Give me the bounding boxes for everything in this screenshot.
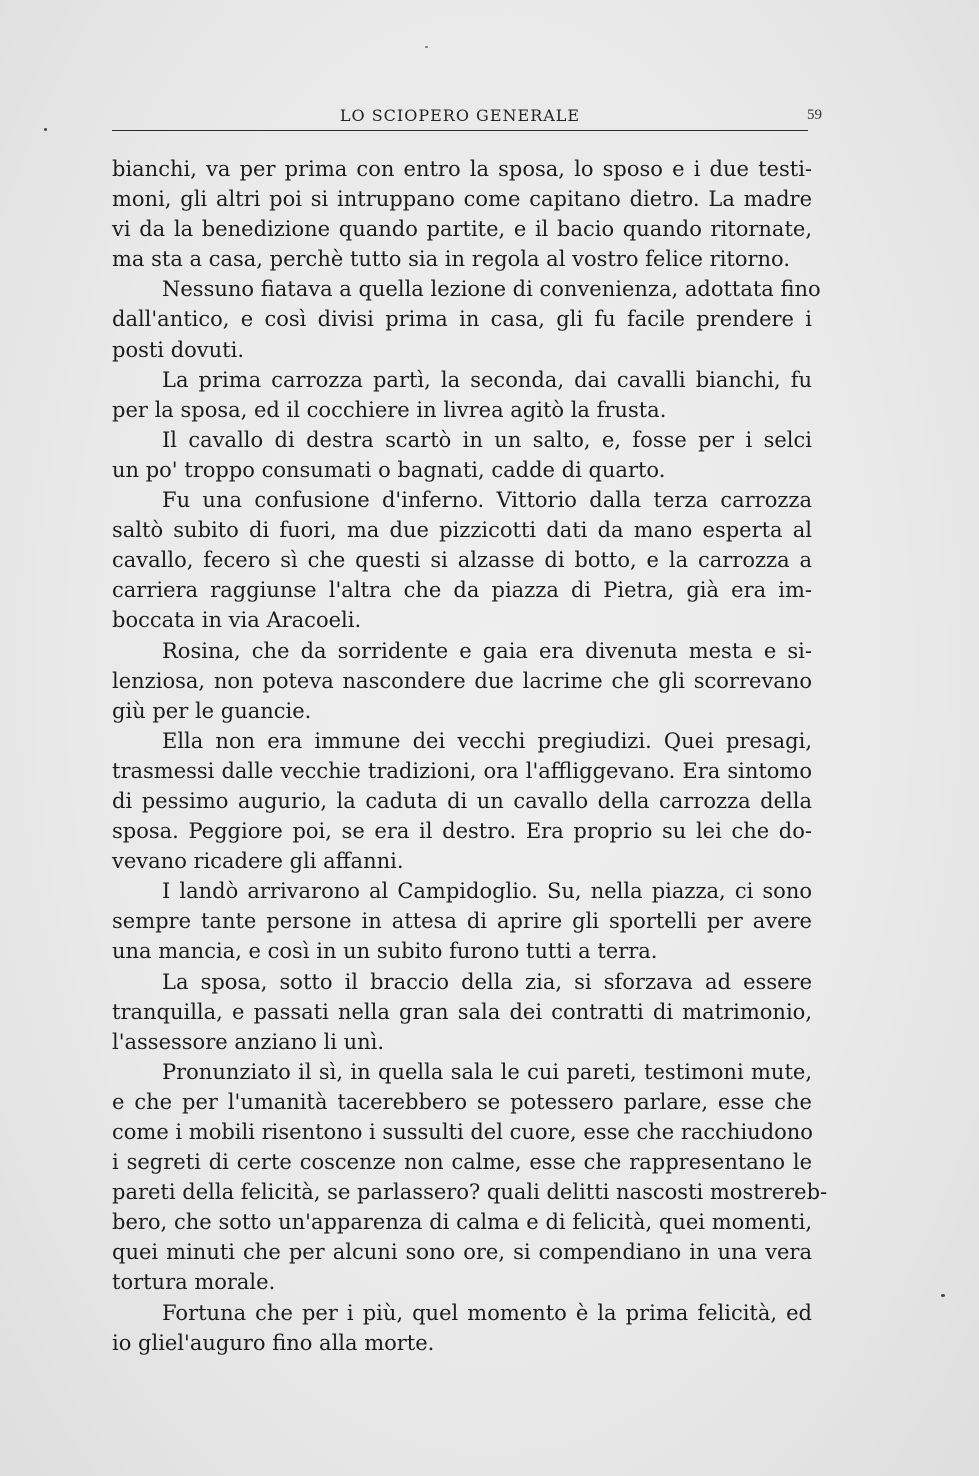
- text-line: Fu una confusione d'inferno. Vittorio dalla terza carrozza: [162, 488, 812, 513]
- body-text: [112, 154, 828, 1358]
- text-line: di pessimo augurio, la caduta di un cavallo della carrozza della: [112, 788, 812, 813]
- text-line: trasmessi dalle vecchie tradizioni, ora l'affliggevano. Era sintomo: [112, 758, 812, 783]
- text-line: giù per le guancie.: [112, 698, 312, 723]
- text-line: La sposa, sotto il braccio della zia, si sforzava ad essere: [162, 969, 812, 994]
- print-speck: [425, 46, 428, 48]
- text-line: tranquilla, e passati nella gran sala dei contratti di matrimonio,: [112, 999, 812, 1024]
- text-line: moni, gli altri poi si intruppano come capitano dietro. La madre: [112, 187, 812, 212]
- text-line: Fortuna che per i più, quel momento è la prima felicità, ed: [162, 1300, 812, 1325]
- text-line: sposa. Peggiore poi, se era il destro. Era proprio su lei che do-: [112, 819, 812, 844]
- text-line: ma sta a casa, perchè tutto sia in regola al vostro felice ritorno.: [112, 247, 791, 272]
- text-line: l'assessore anziano li unì.: [112, 1029, 385, 1054]
- text-line: sempre tante persone in attesa di aprire gli sportelli per avere: [112, 909, 812, 934]
- text-line: saltò subito di fuori, ma due pizzicotti dati da mano esperta al: [112, 518, 812, 543]
- text-line: tortura morale.: [112, 1270, 276, 1295]
- text-line: per la sposa, ed il cocchiere in livrea agitò la frusta.: [112, 397, 667, 422]
- page-number: 59: [807, 107, 822, 123]
- text-line: carriera raggiunse l'altra che da piazza di Pietra, già era im-: [112, 578, 812, 603]
- text-line: quei minuti che per alcuni sono ore, si compendiano in una vera: [112, 1240, 812, 1265]
- text-line: i segreti di certe coscenze non calme, esse che rappresentano le: [112, 1150, 812, 1175]
- text-line: posti dovuti.: [112, 337, 244, 362]
- text-line: La prima carrozza partì, la seconda, dai cavalli bianchi, fu: [162, 367, 812, 392]
- running-title: LO SCIOPERO GENERALE: [339, 106, 581, 125]
- text-line: pareti della felicità, se parlassero? quali delitti nascosti mostrereb-: [112, 1180, 828, 1205]
- text-line: boccata in via Aracoeli.: [112, 608, 362, 633]
- text-line: dall'antico, e così divisi prima in casa, gli fu facile prendere i: [112, 307, 812, 332]
- print-speck: [941, 1294, 945, 1297]
- text-line: Pronunziato il sì, in quella sala le cui pareti, testimoni mute,: [162, 1059, 812, 1084]
- text-line: I landò arrivarono al Campidoglio. Su, nella piazza, ci sono: [162, 879, 812, 904]
- text-line: vevano ricadere gli affanni.: [112, 849, 404, 874]
- page-header: [112, 106, 822, 131]
- text-line: Ella non era immune dei vecchi pregiudizi. Quei presagi,: [162, 728, 812, 753]
- text-line: un po' troppo consumati o bagnati, cadde di quarto.: [112, 457, 666, 482]
- text-line: lenziosa, non poteva nascondere due lacrime che gli scorrevano: [112, 668, 812, 693]
- text-line: e che per l'umanità tacerebbero se potessero parlare, esse che: [112, 1089, 812, 1114]
- text-line: Il cavallo di destra scartò in un salto, e, fosse per i selci: [162, 427, 812, 452]
- text-line: Rosina, che da sorridente e gaia era divenuta mesta e si-: [162, 638, 812, 663]
- text-line: vi da la benedizione quando partite, e il bacio quando ritornate,: [112, 217, 812, 242]
- text-line: una mancia, e così in un subito furono tutti a terra.: [112, 939, 658, 964]
- text-line: io gliel'auguro fino alla morte.: [112, 1330, 435, 1355]
- text-line: come i mobili risentono i sussulti del cuore, esse che racchiudono: [112, 1120, 813, 1144]
- text-line: cavallo, fecero sì che questi si alzasse di botto, e la carrozza a: [112, 548, 812, 573]
- text-line: bero, che sotto un'apparenza di calma e di felicità, quei momenti,: [112, 1210, 812, 1235]
- print-speck: [44, 128, 47, 131]
- text-line: Nessuno fiatava a quella lezione di convenienza, adottata fino: [162, 277, 821, 302]
- text-line: bianchi, va per prima con entro la sposa, lo sposo e i due testi-: [112, 157, 812, 181]
